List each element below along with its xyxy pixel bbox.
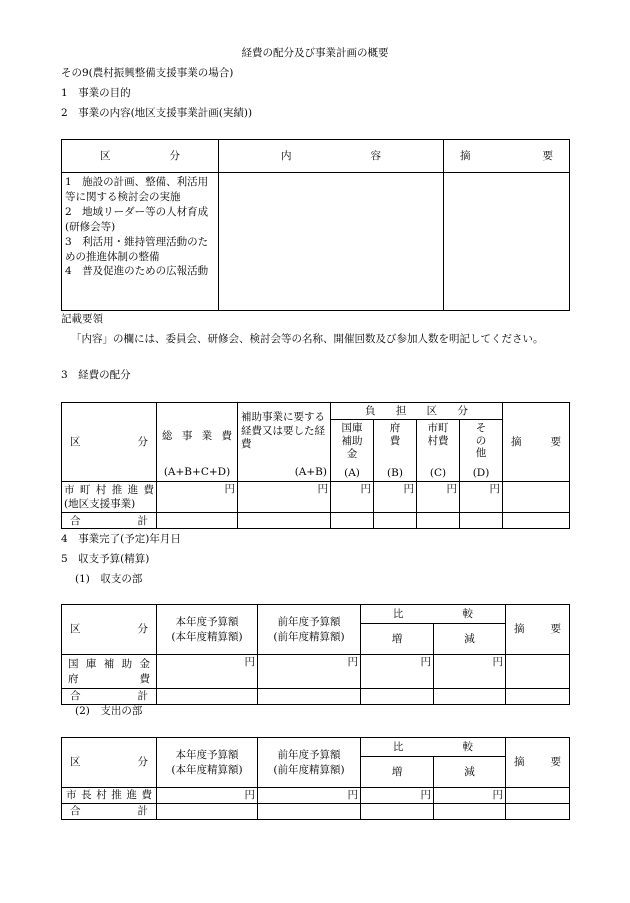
expense-table xyxy=(61,737,570,820)
header-subsidy-formula: (A+B) xyxy=(294,465,327,478)
header-comparison: 比 xyxy=(393,607,404,620)
header-comparison-2: 較 xyxy=(462,740,473,753)
municipal-cost-cell[interactable]: 円 xyxy=(417,482,460,513)
header-code-b: (B) xyxy=(387,466,403,479)
total-cell[interactable] xyxy=(361,689,434,705)
header-prev-year-budget: 前年度予算額 xyxy=(277,749,341,762)
header-national-subsidy: 国庫補助金 xyxy=(341,422,363,461)
total-cost-cell[interactable]: 円 xyxy=(157,482,238,513)
total-cell[interactable] xyxy=(258,689,361,705)
header-municipal-cost: 市町村費 xyxy=(427,422,449,448)
header-kubun: 区 xyxy=(70,756,81,769)
header-kubun-2: 分 xyxy=(137,623,148,636)
income-table xyxy=(61,604,570,705)
total-cell[interactable] xyxy=(460,513,503,529)
page-title: 経費の配分及び事業計画の概要 xyxy=(241,47,389,59)
list-item: 2 地域リーダー等の人材育成(研修会等) xyxy=(65,205,209,233)
header-subsidy-cost: 補助事業に要する経費又は要した経費 xyxy=(241,411,325,451)
total-label: 合 xyxy=(70,805,81,818)
header-tekiyo: 摘 xyxy=(514,623,525,636)
remarks-cell[interactable] xyxy=(506,788,570,804)
section-1-heading: 1 事業の目的 xyxy=(61,87,131,99)
prev-year-cell[interactable]: 円 xyxy=(258,788,361,804)
table-row xyxy=(62,788,570,804)
total-cell[interactable] xyxy=(434,804,506,820)
section-2-heading: 2 事業の内容(地区支援事業計画(実績)) xyxy=(61,107,253,119)
prefecture-cost-cell[interactable]: 円 xyxy=(374,482,417,513)
header-naiyo-2: 容 xyxy=(370,149,381,162)
total-cell[interactable] xyxy=(157,513,238,529)
total-cell[interactable] xyxy=(374,513,417,529)
increase-cell[interactable]: 円 xyxy=(361,788,434,804)
header-tekiyo: 摘 xyxy=(514,756,525,769)
table-row xyxy=(62,173,570,311)
header-increase: 増 xyxy=(361,757,434,788)
total-cell[interactable] xyxy=(506,804,570,820)
header-code-d: (D) xyxy=(472,466,490,479)
header-this-year-budget: 本年度予算額 xyxy=(175,749,239,762)
table-header-row xyxy=(62,605,570,624)
header-naiyo: 内 xyxy=(281,149,292,162)
total-label: 合 xyxy=(70,514,81,527)
this-year-cell[interactable]: 円 xyxy=(157,788,258,804)
note-body: 「内容」の欄には、委員会、研修会、検討会等の名称、開催回数及び参加人数を明記してください。 xyxy=(71,333,544,345)
subsidy-cost-cell[interactable]: 円 xyxy=(238,482,331,513)
table-header-row xyxy=(62,140,570,173)
header-prefecture-cost: 府費 xyxy=(389,422,401,448)
table-total-row xyxy=(62,513,570,529)
header-tekiyo: 摘 xyxy=(460,149,471,162)
row-label-municipal-promotion: 市町村推進費 xyxy=(64,484,154,496)
row-label-national-subsidy: 国庫補助金 xyxy=(68,658,150,671)
total-cell[interactable] xyxy=(258,804,361,820)
list-item: 1 施設の計画、整備、利活用等に関する検討会の実施 xyxy=(65,176,209,203)
total-cell[interactable] xyxy=(361,804,434,820)
header-decrease: 減 xyxy=(434,624,506,655)
subsection-income-heading: (1) 収支の部 xyxy=(75,573,143,585)
table-total-row xyxy=(62,804,570,820)
row-label-prefecture-2: 費 xyxy=(139,672,150,685)
total-cell[interactable] xyxy=(157,804,258,820)
section-4-heading: 4 事業完了(予定)年月日 xyxy=(61,533,181,545)
table-total-row xyxy=(62,689,570,705)
row-label-municipal-promotion: 市長村推進費 xyxy=(66,789,152,802)
header-kubun: 区 xyxy=(70,623,81,636)
header-code-c: (C) xyxy=(429,466,447,479)
header-tekiyo-2: 要 xyxy=(542,149,553,162)
section-3-heading: 3 経費の配分 xyxy=(61,369,131,381)
header-kubun-2: 分 xyxy=(169,149,180,162)
total-cell[interactable] xyxy=(417,513,460,529)
total-cell[interactable] xyxy=(157,689,258,705)
table-header-row xyxy=(62,738,570,757)
header-tekiyo: 摘 xyxy=(511,435,522,448)
header-kubun: 区 xyxy=(70,435,81,448)
header-this-year-budget: 本年度予算額 xyxy=(175,616,239,629)
total-cell[interactable] xyxy=(238,513,331,529)
header-prev-year-settlement: (前年度精算額) xyxy=(273,763,345,776)
header-tekiyo-2: 要 xyxy=(550,435,561,448)
section-5-heading: 5 収支予算(精算) xyxy=(61,553,150,565)
remarks-cell[interactable] xyxy=(506,655,570,689)
national-subsidy-cell[interactable]: 円 xyxy=(331,482,374,513)
header-total-formula: (A+B+C+D) xyxy=(163,465,231,478)
table-row xyxy=(62,482,570,513)
decrease-cell[interactable]: 円 xyxy=(434,655,506,689)
row-label-district-support: (地区支援事業) xyxy=(64,498,136,511)
content-cell[interactable] xyxy=(219,173,444,311)
list-item: 4 普及促進のための広報活動 xyxy=(65,265,209,278)
subtitle: その9(農村振興整備支援事業の場合) xyxy=(61,67,234,79)
other-cost-cell[interactable]: 円 xyxy=(460,482,503,513)
table-header-row xyxy=(62,403,570,420)
header-kubun: 区 xyxy=(100,149,111,162)
total-cell[interactable] xyxy=(506,689,570,705)
total-label-2: 計 xyxy=(137,805,148,818)
header-prev-year-settlement: (前年度精算額) xyxy=(273,630,345,643)
header-this-year-settlement: (本年度精算額) xyxy=(171,763,243,776)
total-label: 合 xyxy=(70,690,81,703)
increase-cell[interactable]: 円 xyxy=(361,655,434,689)
header-kubun-2: 分 xyxy=(137,435,148,448)
row-label-prefecture: 府 xyxy=(68,672,79,685)
header-other: その他 xyxy=(475,422,487,460)
project-content-table xyxy=(61,139,570,311)
note-heading: 記載要領 xyxy=(61,313,103,325)
remarks-cell[interactable] xyxy=(444,173,570,311)
header-prev-year-budget: 前年度予算額 xyxy=(277,616,341,629)
header-comparison: 比 xyxy=(393,740,404,753)
header-burden-split: 負担区分 xyxy=(331,403,503,420)
header-tekiyo-2: 要 xyxy=(550,756,561,769)
header-this-year-settlement: (本年度精算額) xyxy=(171,630,243,643)
total-cell[interactable] xyxy=(503,513,570,529)
header-kubun-2: 分 xyxy=(137,756,148,769)
remarks-cell[interactable] xyxy=(503,482,570,513)
list-item: 3 利活用・維持管理活動のための推進体制の整備 xyxy=(65,235,209,263)
total-label-2: 計 xyxy=(137,514,148,527)
table-row xyxy=(62,655,570,689)
subsection-expense-heading: (2) 支出の部 xyxy=(75,705,143,717)
prev-year-cell[interactable]: 円 xyxy=(258,655,361,689)
decrease-cell[interactable]: 円 xyxy=(434,788,506,804)
header-total-cost: 総事業費 xyxy=(162,430,232,442)
header-code-a: (A) xyxy=(344,466,360,479)
total-label-2: 計 xyxy=(137,690,148,703)
header-decrease: 減 xyxy=(434,757,506,788)
header-comparison-2: 較 xyxy=(462,607,473,620)
cost-allocation-table xyxy=(61,402,570,529)
total-cell[interactable] xyxy=(331,513,374,529)
header-increase: 増 xyxy=(361,624,434,655)
header-tekiyo-2: 要 xyxy=(550,623,561,636)
this-year-cell[interactable]: 円 xyxy=(157,655,258,689)
total-cell[interactable] xyxy=(434,689,506,705)
